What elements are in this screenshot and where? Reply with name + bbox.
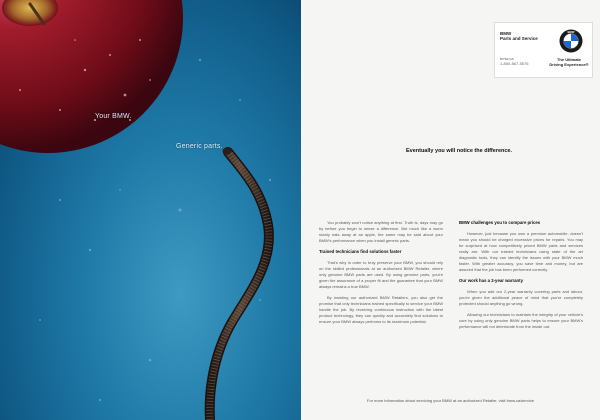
section-heading: Trained technicians find solutions faster bbox=[319, 249, 402, 254]
body-column-left bbox=[319, 220, 443, 330]
logo-text: BMW bbox=[567, 29, 575, 34]
worm-caption: Generic parts. bbox=[176, 143, 223, 150]
section-heading: Our work has a 2-year warranty bbox=[459, 278, 524, 283]
tagline-line1: The Ultimate bbox=[556, 57, 581, 62]
brand-title-line2: Parts and Service bbox=[500, 36, 538, 41]
body-paragraph: However, just because you own a premium automobile, doesn't mean you should be charged excessive prices for repairs. You may be surprised at how competitively priced BMW parts and services really are. With our trained technicians using state of the art diagnostic tools, they can identify the issues with your BMW much faster. With greater accuracy, you save time and money, but are assured that the job has been performed correctly. bbox=[459, 231, 583, 272]
body-paragraph: That's why in order to truly preserve your BMW, you should rely on the skilled professionals at an authorized BMW Retailer, where only genuine BMW parts are used. By using genuine parts, you're given the assurance of a proper fit and the guarantee that your BMW always remains a true BMW. bbox=[319, 260, 443, 289]
bmw-logo-icon bbox=[559, 29, 583, 53]
body-paragraph: Allowing our technicians to maintain the integrity of your vehicle's core by using only genuine BMW parts helps to ensure your BMW's performance will not deteriorate from the inside out. bbox=[459, 312, 583, 329]
brand-contact bbox=[500, 56, 544, 66]
section-heading: BMW challenges you to compare prices bbox=[459, 220, 541, 225]
tagline bbox=[548, 57, 590, 67]
body-column-right bbox=[459, 220, 583, 335]
body-paragraph: You probably won't notice anything at first. Truth is, days may go by before you begin to sense a difference. But much like a worm slowly eats away at an apple, the same may be said about your BMW's performance when you install generic parts. bbox=[319, 220, 443, 243]
apple-graphic bbox=[0, 0, 183, 153]
body-paragraph: When you add our 2-year warranty covering parts and labour, you're given the additional peace of mind that you're completely protected should anything go wrong. bbox=[459, 289, 583, 306]
worm-graphic bbox=[210, 148, 269, 420]
brand-title bbox=[500, 31, 544, 41]
brand-box bbox=[494, 22, 593, 78]
body-paragraph: By insisting our authorized BMW Retailers, you also get the promise that only technicians trained specifically to service your BMW handle the job. By receiving continuous instruction with the latest product technology, they can quickly and accurately find solutions to ensure your BMW always performs to its maximum potential. bbox=[319, 295, 443, 324]
footer-note: For more information about servicing your BMW at an authorized Retailer, visit bmw.ca/service bbox=[367, 398, 534, 403]
brand-website[interactable]: bmw.ca bbox=[500, 56, 514, 61]
headline: Eventually you will notice the difference. bbox=[405, 148, 513, 154]
tagline-line2: Driving Experience® bbox=[549, 62, 589, 67]
brand-phone: 1-800-567-5576 bbox=[500, 61, 529, 66]
brand-title-line1: BMW bbox=[500, 31, 512, 36]
apple-caption: Your BMW. bbox=[95, 113, 132, 120]
copy-page bbox=[301, 0, 600, 420]
